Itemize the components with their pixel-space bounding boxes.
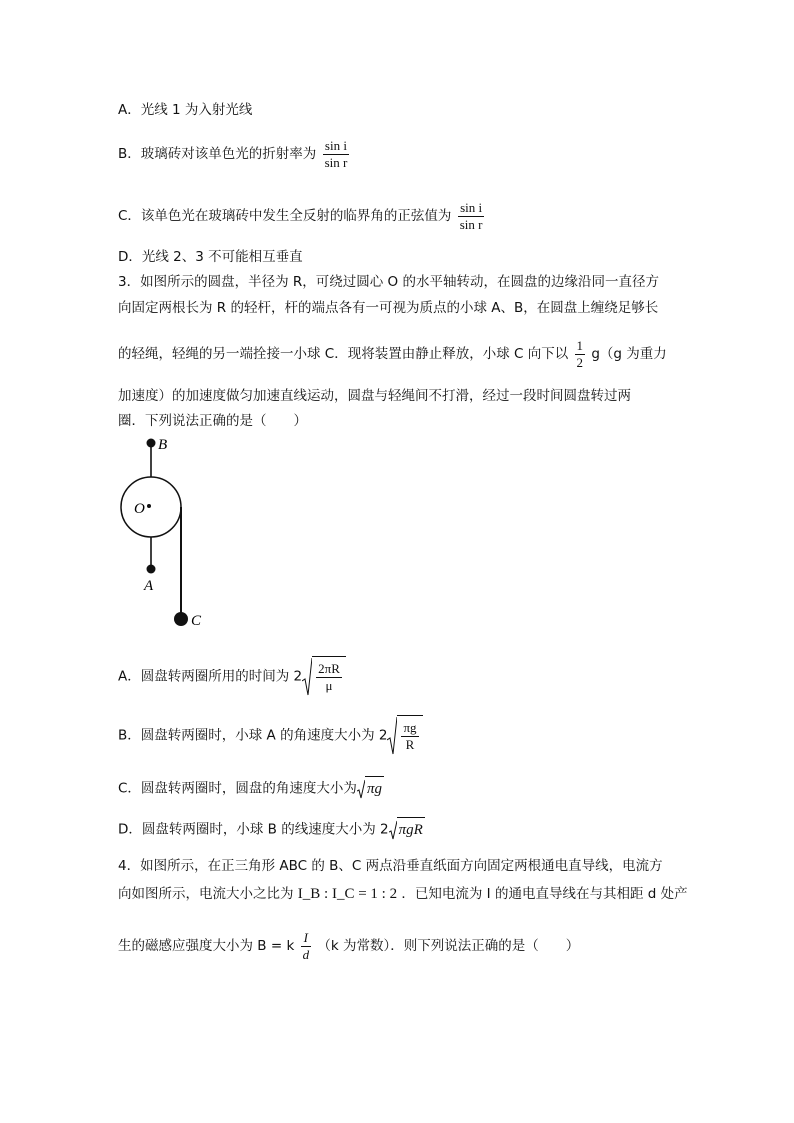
label-a: A	[144, 578, 154, 594]
q3-stem-line-3a: 的轻绳，轻绳的另一端拴接一小球 C．现将装置由静止释放，小球 C 向下以	[118, 346, 569, 362]
q2-option-c	[118, 198, 486, 234]
q3-stem-line-5: 圈．下列说法正确的是（ ）	[118, 413, 307, 429]
sqrt-expression	[302, 656, 346, 697]
fraction-denominator: sin r	[324, 154, 348, 170]
ball-c	[174, 612, 188, 626]
q4-stem-line-2	[118, 884, 688, 904]
fraction-numerator: 1	[576, 337, 584, 353]
q3-option-d	[118, 817, 425, 842]
b-formula-fraction	[301, 930, 312, 963]
fraction-denominator: sin r	[459, 216, 483, 232]
q3-stem-line-3b: g（g 为重力	[591, 346, 667, 362]
fraction-numerator: sin i	[323, 138, 350, 155]
radicand-fraction	[401, 720, 418, 753]
q4-stem-line-2a: 向如图所示，电流大小之比为	[118, 886, 294, 902]
fraction-denominator: R	[405, 736, 415, 752]
q3-stem-line-1: 3．如图所示的圆盘，半径为 R，可绕过圆心 O 的水平轴转动，在圆盘的边缘沿同一直径方	[118, 274, 659, 290]
q4-stem-line-1: 4．如图所示，在正三角形 ABC 的 B、C 两点沿垂直纸面方向固定两根通电直导线，电流方	[118, 858, 663, 874]
q3-option-b-text: B．圆盘转两圈时，小球 A 的角速度大小为 2	[118, 727, 388, 744]
q2-option-a: A．光线 1 为入射光线	[118, 102, 253, 118]
fraction-numerator: πg	[403, 719, 417, 735]
center-dot	[147, 504, 151, 508]
fraction-denominator: d	[302, 946, 310, 962]
q2-option-b-text: B．玻璃砖对该单色光的折射率为	[118, 146, 317, 162]
fraction-denominator: μ	[325, 677, 333, 693]
radical-sign-icon	[302, 657, 312, 697]
q3-option-a-text: A．圆盘转两圈所用的时间为 2	[118, 668, 303, 685]
radical-sign-icon	[389, 820, 397, 840]
sqrt-expression	[387, 715, 422, 756]
ball-a	[147, 565, 156, 574]
q3-stem-line-4: 加速度）的加速度做匀加速直线运动，圆盘与轻绳间不打滑，经过一段时间圆盘转过两	[118, 388, 631, 404]
q3-option-b	[118, 715, 423, 756]
q2-option-d: D．光线 2、3 不可能相互垂直	[118, 249, 303, 265]
q3-option-c-text: C．圆盘转两圈时，圆盘的角速度大小为	[118, 780, 357, 797]
q4-stem-line-3b: （k 为常数）．则下列说法正确的是（ ）	[317, 938, 580, 954]
radicand: πgR	[397, 817, 425, 842]
sqrt-expression	[357, 776, 384, 801]
ball-b	[147, 439, 156, 448]
q4-stem-line-3	[118, 928, 579, 964]
q3-option-c	[118, 776, 384, 801]
q2-option-b	[118, 136, 351, 172]
radicand-fraction	[316, 661, 342, 694]
q4-stem-line-3a: 生的磁感应强度大小为 B = k	[118, 938, 295, 954]
radical-sign-icon	[387, 716, 397, 756]
q3-option-d-text: D．圆盘转两圈时，小球 B 的线速度大小为 2	[118, 821, 389, 838]
label-c: C	[191, 613, 202, 629]
radical-sign-icon	[357, 779, 365, 799]
disk	[121, 477, 181, 537]
radicand: πg	[365, 776, 384, 801]
fraction-denominator: 2	[576, 354, 584, 370]
q3-option-a	[118, 656, 346, 697]
fraction-numerator: sin i	[458, 200, 485, 217]
q2-option-c-text: C．该单色光在玻璃砖中发生全反射的临界角的正弦值为	[118, 208, 452, 224]
q2-option-b-fraction	[323, 138, 350, 171]
label-o: O	[134, 501, 145, 517]
q3-stem-line-2: 向固定两根长为 R 的轻杆，杆的端点各有一可视为质点的小球 A、B，在圆盘上缠绕足够长	[118, 300, 659, 316]
q3-stem-line-3	[118, 336, 667, 372]
fraction-numerator: 2πR	[318, 660, 340, 676]
half-fraction	[575, 338, 586, 371]
disk-figure	[110, 435, 220, 635]
sqrt-expression	[389, 817, 425, 842]
label-b: B	[158, 437, 168, 453]
fraction-numerator: I	[301, 930, 312, 947]
q2-option-c-fraction	[458, 200, 485, 233]
q4-stem-line-2b: ．已知电流为 I 的通电直导线在与其相距 d 处产	[401, 886, 688, 902]
current-ratio: I_B : I_C = 1 : 2	[297, 886, 398, 902]
